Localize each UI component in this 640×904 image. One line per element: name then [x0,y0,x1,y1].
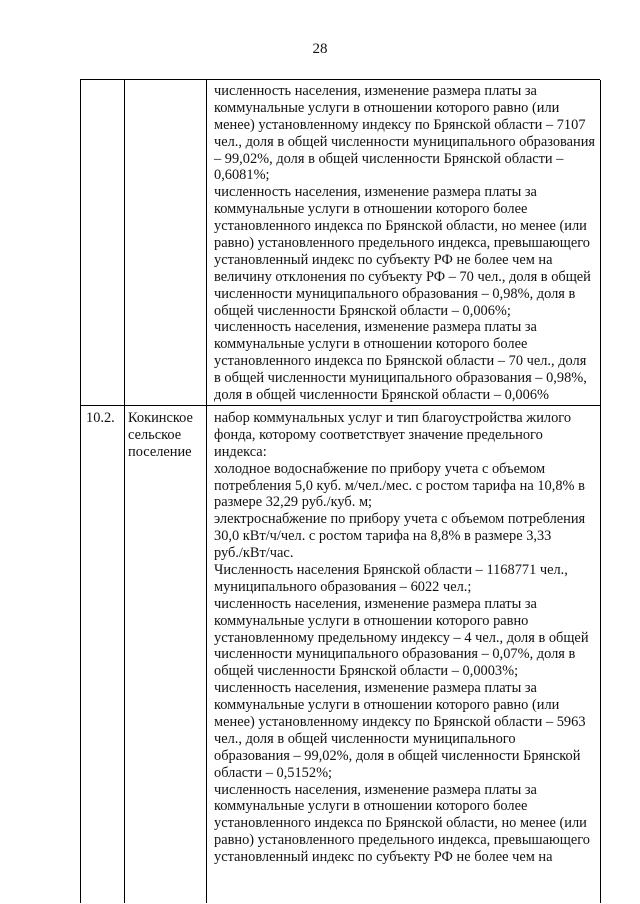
text-line: равно) установленного предельного индекса, превышающего [214,235,590,252]
text-line: Кокинское [128,410,193,426]
text-line: Численность населения Брянской области – 1168771 чел., [214,562,568,579]
text-line: численность населения, изменение размера платы за [214,680,537,697]
text-line: чел., доля в общей численности муниципального [214,730,516,747]
text-line: электроснабжение по прибору учета с объемом потребления [214,511,586,528]
text-line: области – 0,5152%; [214,764,333,781]
text-line: муниципального образования – 6022 чел.; [214,578,472,595]
text-line: численность населения, изменение размера платы за [214,83,537,99]
text-line: численность населения, изменение размера платы за [214,595,537,612]
text-line: общей численности Брянской области – 0,006%; [214,302,511,319]
text-line: численность населения, изменение размера платы за [214,781,537,798]
text-line: численности муниципального образования – 0,07%, доля в [214,646,576,663]
text-line: численность населения, изменение размера платы за [214,184,537,201]
table-row [81,410,601,904]
text-line: 30,0 кВт/ч/чел. с ростом тарифа на 8,8% в размере 3,33 [214,528,552,545]
text-line: коммунальные услуги в отношении которого более [214,798,528,815]
text-line: коммунальные услуги в отношении которого более [214,336,528,353]
data-table [80,79,600,903]
text-line: установленному предельному индексу – 4 чел., доля в общей [214,629,589,646]
text-line: потребления 5,0 куб. м/чел./мес. с ростом тарифа на 10,8% в [214,477,585,494]
text-line: установленного индекса по Брянской области, но менее (или [214,815,587,832]
text-line: руб./кВт/час. [214,545,294,562]
text-line: коммунальные услуги в отношении которого равно (или [214,697,560,714]
text-line: равно) установленного предельного индекса, превышающего [214,832,590,849]
text-line: индекса: [214,443,267,460]
text-line: холодное водоснабжение по прибору учета с объемом [214,460,546,477]
text-line: коммунальные услуги в отношении которого более [214,201,528,218]
text-line: установленный индекс по субъекту РФ не более чем на [214,849,553,866]
text-line: менее) установленному индексу по Брянской области – 5963 [214,714,586,731]
text-line: численности муниципального образования – 0,98%, доля в [214,285,576,302]
row-description [214,83,599,404]
table-row [81,83,601,405]
text-line: коммунальные услуги в отношении которого равно [214,612,529,629]
municipality-name [128,410,204,461]
text-line: образования – 99,02%, доля в общей численности Брянской [214,747,581,764]
row-number: 10.2. [86,410,115,426]
text-line: коммунальные услуги в отношении которого равно (или [214,99,560,116]
text-line: доля в общей численности Брянской области – 0,006% [214,387,550,404]
row-divider [81,405,600,406]
text-line: набор коммунальных услуг и тип благоустройства жилого [214,410,572,426]
text-line: – 99,02%, доля в общей численности Брянской области – [214,150,564,167]
text-line: поселение [128,443,192,460]
row-description [214,410,599,866]
text-line: установленный индекс по субъекту РФ не более чем на [214,251,553,268]
text-line: установленного индекса по Брянской области, но менее (или [214,218,587,235]
text-line: величину отклонения по субъекту РФ – 70 чел., доля в общей [214,268,591,285]
text-line: в общей численности муниципального образования – 0,98%, [214,370,587,387]
text-line: численность населения, изменение размера платы за [214,319,537,336]
text-line: общей численности Брянской области – 0,0003%; [214,663,519,680]
text-line: фонда, которому соответствует значение предельного [214,426,543,443]
text-line: 0,6081%; [214,167,270,184]
text-line: менее) установленному индексу по Брянской области – 7107 [214,116,586,133]
text-line: сельское [128,426,182,443]
text-line: размере 32,29 руб./куб. м; [214,494,373,511]
text-line: чел., доля в общей численности муниципального образования [214,133,596,150]
text-line: установленного индекса по Брянской области – 70 чел., доля [214,353,587,370]
page-number: 28 [312,41,328,57]
